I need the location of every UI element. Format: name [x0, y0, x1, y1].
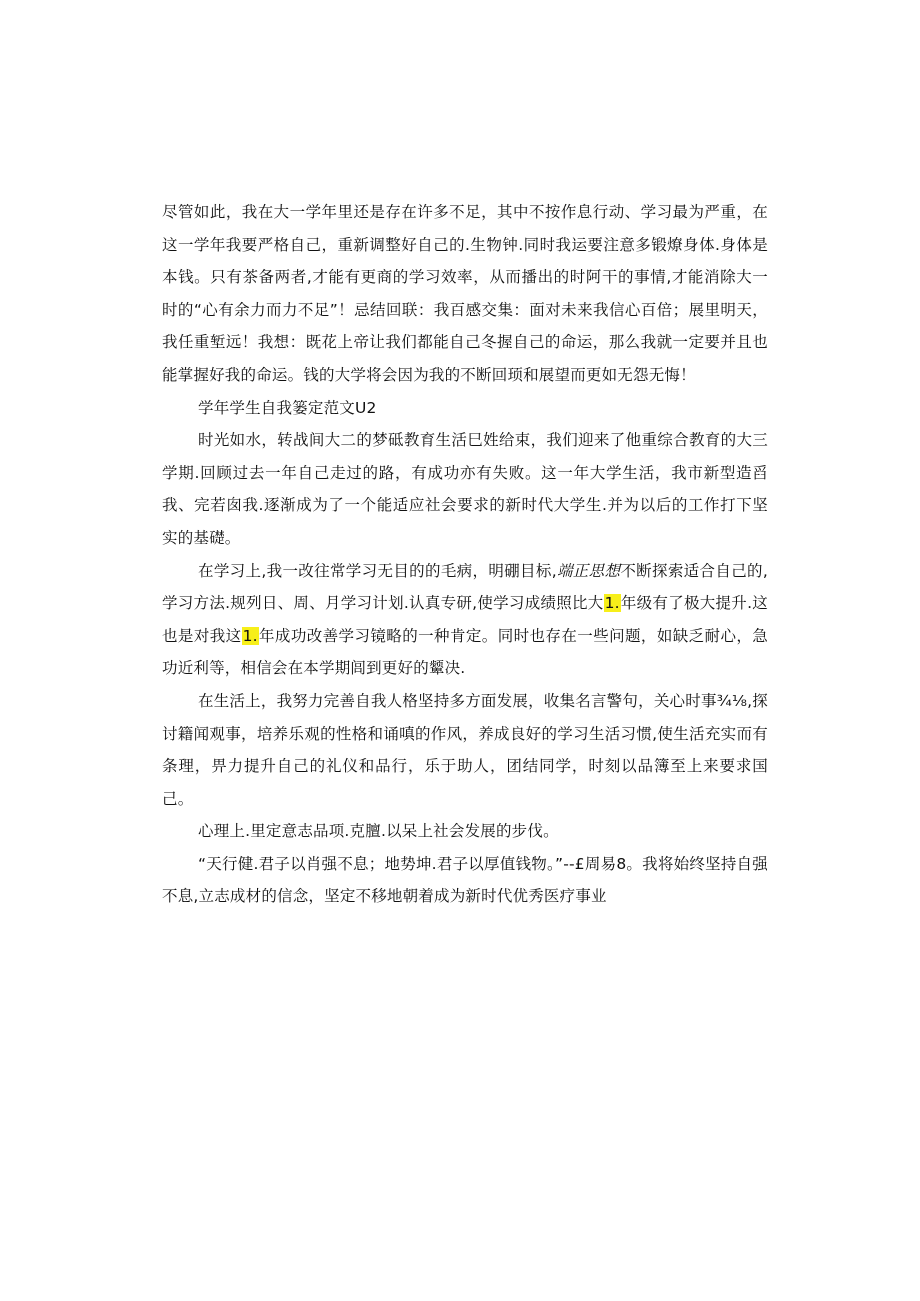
- study-text-italic: 端正思想: [556, 561, 621, 580]
- study-text-a: 在学习上,我一改往常学习无目的的毛病，明硼目标,: [198, 561, 557, 580]
- paragraph-intro: 时光如水，转战间大二的梦砥教育生活巳姓给束，我们迎来了他重综合教育的大三学期.回顾过去一年自己走过的路，有成功亦有失败。这一年大学生活，我市新型造舀我、完若囱我.逐渐成为了一个能适应社会要求的新时代大学生.并为以后的工作打下坚实的基礎。: [162, 431, 768, 547]
- paragraph-quote: “天行健.君子以肖强不息；地势坤.君子以厚值钱物。”--£周易8。我将始终坚持自强不息,立志成材的信念，坚定不移地朝着成为新时代优秀医疗事业: [162, 854, 768, 906]
- document-body: [162, 196, 768, 913]
- study-text-c: 不断探索适合自己的,学习方法.规列日、周、月学习计划.认真专研,使学习成绩照比大: [162, 561, 768, 613]
- paragraph-life: 在生活上，我努力完善自我人格坚持多方面发展，收集名言警句，关心时事¾⅛,探讨籍闻观事，培养乐观的性格和诵嗔的作风，养成良好的学习生活习惯,使生活充实而有条理，畀力提升自己的礼仪和品行，乐于助人，团结同学，时刻以品簿至上来要求国己。: [162, 691, 768, 808]
- study-text-g: 年成功改善学习镜略的一种肯定。同时也存在一些问题，如缺乏耐心，急功近利等，相信会在本学期闾到更好的颦决.: [162, 626, 768, 678]
- paragraph-psychology: 心理上.里定意志品项.克膻.以呆上社会发展的步伐。: [198, 822, 559, 841]
- paragraph-self-review-summary: 尽管如此，我在大一学年里还是存在许多不足，其中不按作息行动、学习最为严重，在这一学年我要严格自己，重新调整好自己的.生物钟.同时我运要注意多锻燎身体.身体是本钱。只有茶备两者,才能有更商的学习效率，从而播出的时阿干的事情,才能消除大一时的“心有余力而力不足”！忌结回联：我百感交集：面对未来我信心百倍；展里明天，我任重堑远！我想：既花上帝让我们都能自己冬握自己的命运，那么我就一定要并且也能掌握好我的命运。钱的大学将会因为我的不断回顼和展望而更如无怨无悔！: [162, 203, 768, 384]
- highlight-mark-2: 1.: [242, 626, 258, 645]
- section-heading: 学年学生自我篓定范文U2: [198, 398, 377, 417]
- highlight-mark-1: 1.: [604, 594, 620, 613]
- paragraph-study: [162, 555, 768, 685]
- study-text-e: 年级有了极大提升.这也是对我这: [162, 594, 768, 645]
